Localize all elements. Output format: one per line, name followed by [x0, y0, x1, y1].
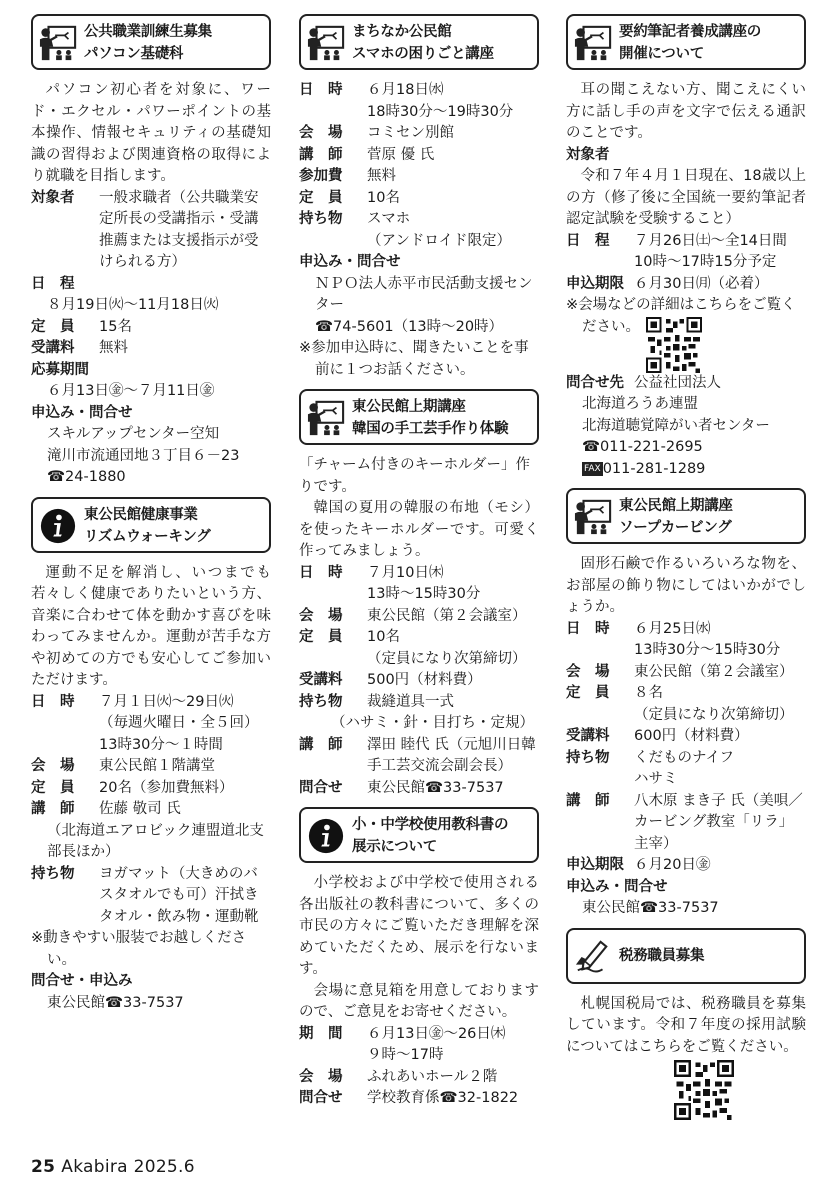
info-row-deadline: 申込期限 ６月20日㊎: [566, 857, 711, 873]
info-value-target: 令和７年４月１日現在、18歳以上の方（修了後に全国統一要約筆記者認定試験を受験すること）: [566, 168, 806, 227]
teacher-blackboard-icon: [307, 24, 345, 62]
section-body: 会場に意見箱を用意しておりますので、ご意見をお寄せください。: [299, 982, 539, 1020]
info-row-fee: 受講料 無料: [31, 340, 128, 356]
info-row-fee: 受講料 500円（材料費）: [299, 672, 482, 688]
magazine-issue: Akabira 2025.6: [61, 1157, 195, 1177]
info-row-venue: 会 場 東公民館（第２会議室）: [299, 607, 527, 624]
info-row-capacity: 定 員 10名: [299, 189, 400, 206]
info-row-date: 日 時 ７月10日㈭ 13時～15時30分: [299, 564, 481, 602]
section-header-soap-carving: [566, 488, 806, 544]
section-header-rhythm-walking: [31, 497, 271, 553]
info-row-schedule: 日 程 ７月26日㈯～全14日間 10時～17時15分予定: [566, 232, 787, 270]
info-value-schedule: ８月19日㈫～11月18日㈫: [47, 297, 219, 313]
info-row-contact: 問合せ 東公民館☎33-7537: [299, 779, 504, 796]
info-row-period: 期 間 ６月13日㊎～26日㈭ ９時～17時: [299, 1025, 506, 1063]
info-row-date: 日 時 ６月18日㈬ 18時30分～19時30分: [299, 82, 514, 120]
teacher-blackboard-icon: [574, 498, 612, 536]
note: ※動きやすい服装でお越しください。: [31, 930, 247, 968]
section-title: まちなか公民館: [352, 24, 452, 40]
section-subtitle: 展示について: [352, 839, 437, 855]
section-header-summary-writer: [566, 14, 806, 70]
info-icon: [39, 507, 77, 545]
page-number: 25: [31, 1157, 56, 1177]
section-subtitle: スマホの困りごと講座: [352, 46, 494, 62]
info-label-apply: 問合せ・申込み: [31, 973, 133, 989]
note: ※会場などの詳細はこちらをご覧ください。: [566, 295, 806, 373]
info-row-contact: 問合せ先 公益社団法人: [566, 374, 721, 391]
contact-name: ＮＰＯ法人赤平市民活動支援センター: [315, 275, 533, 313]
section-header-korean-craft: [299, 389, 539, 445]
section-title: 公共職業訓練生募集: [84, 24, 212, 40]
teacher-blackboard-icon: [307, 399, 345, 437]
info-label-apply: 申込み・問合せ: [299, 254, 401, 270]
section-header-smartphone: [299, 14, 539, 70]
section-subtitle: 開催について: [619, 46, 704, 62]
info-row-lecturer: 講 師 菅原 優 氏: [299, 146, 435, 163]
info-icon: [307, 817, 345, 855]
contact-name: 北海道ろうあ連盟: [582, 396, 698, 412]
info-label-schedule: 日 程: [31, 275, 75, 292]
info-row-deadline: 申込期限 ６月30日㈪（必着）: [566, 275, 769, 292]
info-row-capacity: 定 員 15名: [31, 318, 132, 335]
section-body: 「チャーム付きのキーホルダー」作りです。: [299, 457, 530, 495]
section-body: 小学校および中学校で使用される各出版社の教科書について、多くの市民の方々にご覧いただき理解を深めていただくため、展示を行ないます。: [299, 875, 539, 977]
section-header-textbooks: [299, 807, 539, 863]
contact-name: スキルアップセンター空知: [47, 426, 220, 442]
info-row-venue: 会 場 コミセン別館: [299, 125, 454, 141]
info-row-contact: 問合せ 学校教育係☎32-1822: [299, 1090, 519, 1106]
info-row-bring: 持ち物 裁縫道具一式: [299, 693, 454, 710]
info-label-period: 応募期間: [31, 361, 89, 378]
info-row-fee: 受講料 600円（材料費）: [566, 728, 749, 744]
fax-icon: FAX: [584, 463, 601, 474]
section-body: 運動不足を解消し、いつまでも若々しく健康でありたいという方、音楽に合わせて体を動かす喜びを味わってみませんか。運動が苦手な方や初めての方でも安心してご参加いただけます。: [31, 564, 271, 688]
pen-writing-icon: [574, 938, 612, 976]
info-row-capacity: 定 員 10名 （定員になり次第締切）: [299, 629, 527, 667]
info-row-venue: 会 場 東公民館１階講堂: [31, 758, 215, 774]
section-body: 札幌国税局では、税務職員を募集しています。令和７年度の採用試験についてはこちらをご覧ください。: [566, 995, 806, 1055]
info-row-target: 対象者 一般求職者（公共職業安定所長の受講指示・受講推薦または支援指示が受けられる方）: [31, 189, 259, 270]
contact-phone: 東公民館☎33-7537: [582, 900, 719, 916]
contact-phone: ☎74-5601（13時～20時）: [315, 318, 504, 335]
info-row-capacity: 定 員 ８名 （定員になり次第締切）: [566, 685, 794, 723]
info-value-period: ６月13日㊎～７月11日㊎: [47, 383, 215, 399]
section-body: パソコン初心者を対象に、ワード・エクセル・パワーポイントの基本操作、情報セキュリティの基礎知識の習得および関連資格の取得により就職を目指します。: [31, 82, 271, 184]
contact-name: 北海道聴覚障がい者センター: [582, 417, 770, 434]
section-title: 東公民館健康事業: [84, 506, 198, 523]
info-label-target: 対象者: [566, 146, 610, 163]
section-subtitle: 韓国の手工芸手作り体験: [352, 421, 509, 437]
section-title: 税務職員募集: [619, 947, 705, 964]
section-title: 小・中学校使用教科書の: [352, 817, 509, 833]
info-row-venue: 会 場 ふれあいホール２階: [299, 1068, 498, 1085]
column-middle: [299, 14, 539, 1110]
contact-phone: 東公民館☎33-7537: [47, 994, 184, 1011]
section-title: 東公民館上期講座: [352, 399, 466, 415]
section-subtitle: パソコン基礎科: [84, 46, 184, 62]
section-subtitle: ソープカービング: [619, 520, 732, 536]
info-row-venue: 会 場 東公民館（第２会議室）: [566, 663, 794, 680]
info-row-lecturer: 講 師 澤田 睦代 氏（元旭川日韓手工芸交流会副会長）: [299, 736, 536, 774]
section-body: 固形石鹸で作るいろいろな物を、お部屋の飾り物にしてはいかがでしょうか。: [566, 556, 806, 615]
info-row-bring: 持ち物 スマホ （アンドロイド限定）: [299, 211, 511, 249]
info-row-lecturer: 講 師 佐藤 敬司 氏: [31, 801, 181, 817]
teacher-blackboard-icon: [39, 24, 77, 62]
section-body: 韓国の夏用の韓服の布地（モシ）を使ったキーホルダーです。可愛く作ってみましょう。: [299, 500, 539, 559]
info-label-apply: 申込み・問合せ: [31, 404, 133, 421]
section-subtitle: リズムウォーキング: [84, 528, 211, 545]
qr-code[interactable]: [646, 317, 702, 373]
column-left: [31, 14, 271, 1014]
info-row-capacity: 定 員 20名（参加費無料）: [31, 779, 234, 796]
note: ※参加申込時に、聞きたいことを事前に１つお話ください。: [299, 340, 529, 378]
section-header-tax-staff: [566, 928, 806, 984]
info-row-fee: 参加費 無料: [299, 168, 396, 184]
bring-detail: （ハサミ・針・目打ち・定規）: [331, 715, 534, 731]
info-row-bring: 持ち物 くだものナイフ ハサミ: [566, 749, 735, 787]
section-title: 東公民館上期講座: [619, 498, 733, 514]
info-row-bring: 持ち物 ヨガマット（大きめのバスタオルでも可）汗拭きタオル・飲み物・運動靴: [31, 865, 259, 925]
info-label-apply: 申込み・問合せ: [566, 878, 668, 895]
section-body: 耳の聞こえない方、聞こえにくい方に話し手の声を文字で伝える通訳のことです。: [566, 82, 806, 141]
page-footer: [31, 1156, 195, 1178]
section-title: 要約筆記者養成講座の: [619, 24, 761, 40]
contact-fax: FAX 011-281-1289: [584, 460, 706, 477]
info-row-date: 日 時 ６月25日㈬ 13時30分～15時30分: [566, 620, 781, 658]
teacher-blackboard-icon: [574, 24, 612, 62]
lecturer-note: （北海道エアロビック連盟道北支部長ほか）: [47, 822, 264, 860]
contact-phone: ☎011-221-2695: [582, 439, 703, 455]
info-row-lecturer: 講 師 八木原 まき子 氏（美唄／カービング教室「リラ」主宰）: [566, 792, 803, 852]
info-row-date: 日 時 ７月１日㈫～29日㈫ （毎週火曜日・全５回） 13時30分～１時間: [31, 693, 259, 753]
qr-code[interactable]: [674, 1060, 734, 1120]
contact-phone: ☎24-1880: [47, 469, 126, 485]
column-right: [566, 14, 806, 1120]
contact-address: 滝川市流通団地３丁目６－23: [47, 447, 240, 464]
section-header-pc-course: [31, 14, 271, 70]
